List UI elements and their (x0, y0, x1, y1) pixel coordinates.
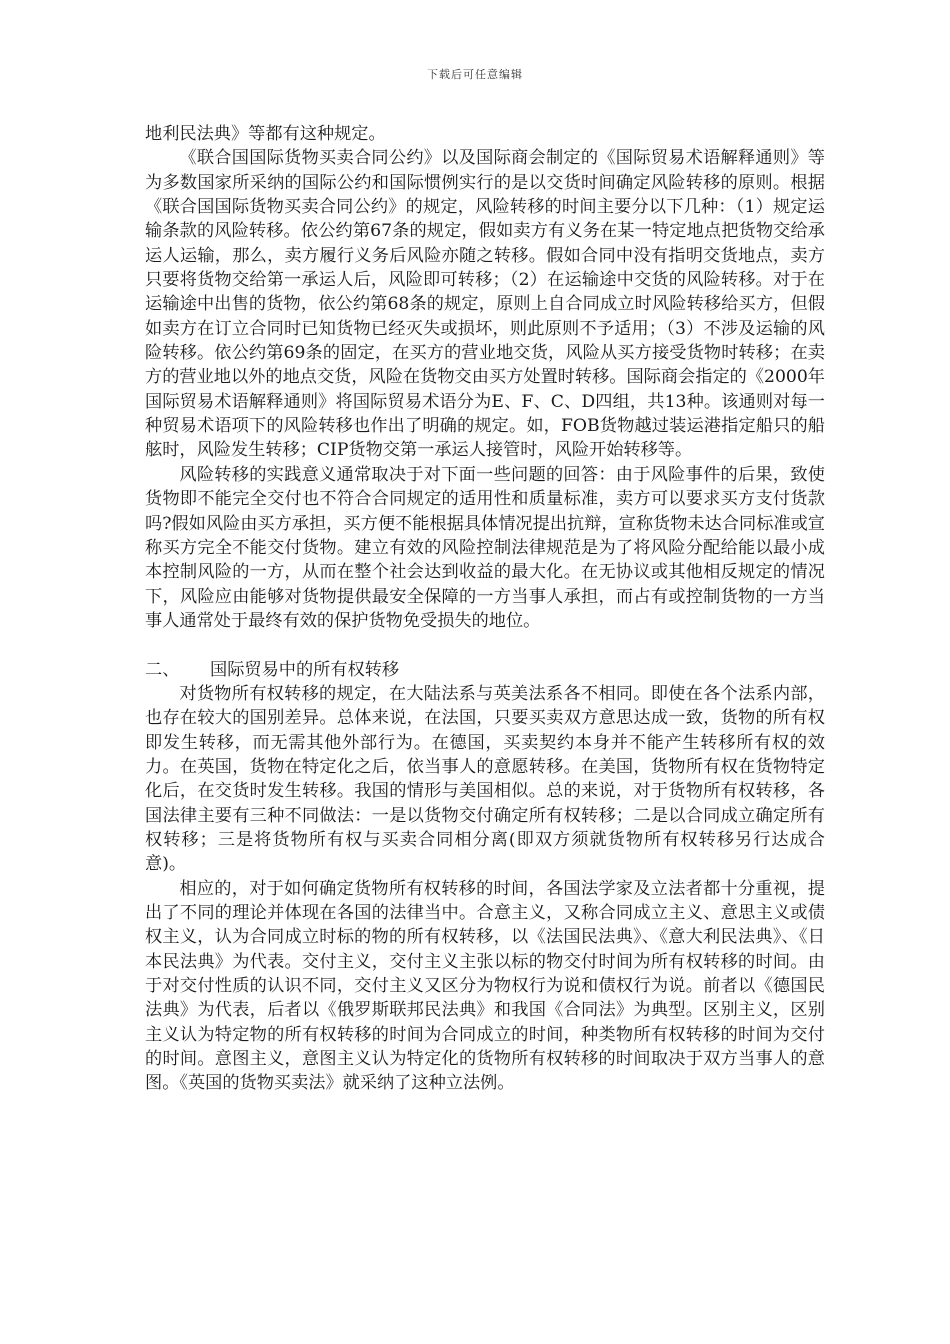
paragraph-ownership-theories: 相应的，对于如何确定货物所有权转移的时间，各国法学家及立法者都十分重视，提出了不同的理论并体现在各国的法律当中。合意主义，又称合同成立主义、意思主义或债权主义，认为合同成立时标的物的所有权转移，以《法国民法典》、《意大利民法典》、《日本民法典》为代表。交付主义，交付主义主张以标的物交付时间为所有权转移的时间。由于对交付性质的认识不同，交付主义又区分为物权行为说和债权行为说。前者以《德国民法典》为代表，后者以《俄罗斯联邦民法典》和我国《合同法》为典型。区别主义，区别主义认为特定物的所有权转移的时间为合同成立的时间，种类物所有权转移的时间为交付的时间。意图主义，意图主义认为特定化的货物所有权转移的时间取决于双方当事人的意图。《英国的货物买卖法》就采纳了这种立法例。 (145, 878, 825, 1094)
section-number: 二、 (145, 659, 180, 680)
paragraph-risk-practice: 风险转移的实践意义通常取决于对下面一些问题的回答：由于风险事件的后果，致使货物即不能完全交付也不符合合同规定的适用性和质量标准，卖方可以要求买方支付货款吗?假如风险由买方承担，买方便不能根据具体情况提出抗辩，宣称货物未达合同标准或宣称买方完全不能交付货物。建立有效的风险控制法律规范是为了将风险分配给能以最小成本控制风险的一方，从而在整个社会达到收益的最大化。在无协议或其他相反规定的情况下，风险应由能够对货物提供最安全保障的一方当事人承担，而占有或控制货物的一方当事人通常处于最终有效的保护货物免受损失的地位。 (145, 464, 825, 631)
paragraph-continuation: 地利民法典》等都有这种规定。 (145, 124, 386, 144)
section-heading (145, 658, 825, 682)
page-header: 下载后可任意编辑 (427, 68, 523, 81)
document-body (145, 122, 825, 1096)
paragraph-risk-principle: 《联合国国际货物买卖合同公约》以及国际商会制定的《国际贸易术语解释通则》等为多数国家所采纳的国际公约和国际惯例实行的是以交货时间确定风险转移的原则。根据《联合国国际货物买卖合同公约》的规定，风险转移的时间主要分以下几种：（1）规定运输条款的风险转移。依公约第67条的规定，假如卖方有义务在某一特定地点把货物交给承运人运输，那么，卖方履行义务后风险亦随之转移。假如合同中没有指明交货地点，卖方只要将货物交给第一承运人后，风险即可转移；（2）在运输途中交货的风险转移。对于在运输途中出售的货物，依公约第68条的规定，原则上自合同成立时风险转移给买方，但假如卖方在订立合同时已知货物已经灭失或损坏，则此原则不予适用；（3）不涉及运输的风险转移。依公约第69条的固定，在买方的营业地交货，风险从买方接受货物时转移；在卖方的营业地以外的地点交货，风险在货物交由买方处置时转移。国际商会指定的《2000年国际贸易术语解释通则》将国际贸易术语分为E、F、C、D四组，共13种。该通则对每一种贸易术语项下的风险转移也作出了明确的规定。如，FOB货物越过装运港指定船只的船舷时，风险发生转移；CIP货物交第一承运人接管时，风险开始转移等。 (145, 148, 825, 461)
section-title: 国际贸易中的所有权转移 (210, 659, 400, 680)
paragraph-spacer (145, 633, 825, 657)
paragraph-ownership-rules: 对货物所有权转移的规定，在大陆法系与英美法系各不相同。即使在各个法系内部，也存在较大的国别差异。总体来说，在法国，只要买卖双方意思达成一致，货物的所有权即发生转移，而无需其他外部行为。在德国，买卖契约本身并不能产生转移所有权的效力。在英国，货物在特定化之后，依当事人的意愿转移。在美国，货物所有权在货物特定化后，在交货时发生转移。我国的情形与美国相似。总的来说，对于货物所有权转移，各国法律主要有三种不同做法：一是以货物交付确定所有权转移；二是以合同成立确定所有权转移；三是将货物所有权与买卖合同相分离(即双方须就货物所有权转移另行达成合意)。 (145, 683, 825, 875)
